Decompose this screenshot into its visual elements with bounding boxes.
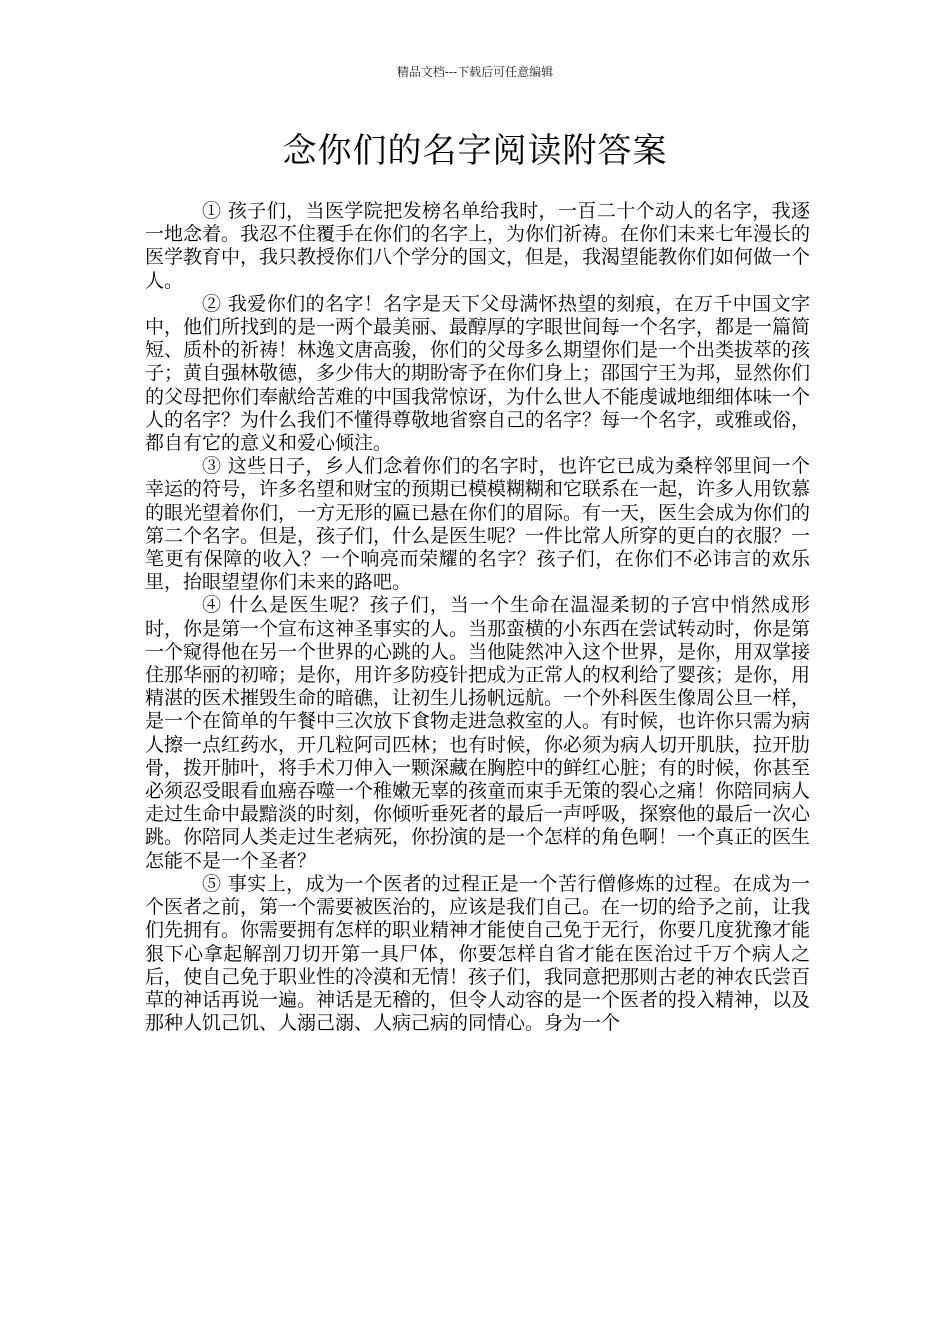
- paragraph-3: ③ 这些日子，乡人们念着你们的名字时，也许它已成为桑梓邻里间一个幸运的符号，许多名望和财宝的预期已模模糊糊和它联系在一起，许多人用钦慕的眼光望着你们，一方无形的匾已悬在你们的眉际。有一天，医生会成为你们的第二个名字。但是，孩子们，什么是医生呢？一件比常人所穿的更白的衣服？一笔更有保障的收入？一个响亮而荣耀的名字？孩子们，在你们不必讳言的欢乐里，抬眼望望你们未来的路吧。: [145, 455, 811, 594]
- paragraph-1: ① 孩子们，当医学院把发榜名单给我时，一百二十个动人的名字，我逐一地念着。我忍不住覆手在你们的名字上，为你们祈祷。在你们未来七年漫长的医学教育中，我只教授你们八个学分的国文，但是，我渴望能教你们如何做一个人。: [145, 200, 811, 292]
- page-header: 精品文档---下载后可任意编辑: [396, 65, 554, 79]
- paragraph-5: ⑤ 事实上，成为一个医者的过程正是一个苦行僧修炼的过程。在成为一个医者之前，第一个需要被医治的，应该是我们自己。在一切的给予之前，让我们先拥有。你需要拥有怎样的职业精神才能使自己免于无行，你要几度犹豫才能狠下心拿起解剖刀切开第一具尸体，你要怎样自省才能在医治过千万个病人之后，使自己免于职业性的冷漠和无情！孩子们，我同意把那则古老的神农氏尝百草的神话再说一遍。神话是无稽的，但令人动容的是一个医者的投入精神，以及那种人饥己饥、人溺己溺、人病己病的同情心。身为一个: [145, 872, 811, 1035]
- paragraph-2: ② 我爱你们的名字！名字是天下父母满怀热望的刻痕，在万千中国文字中，他们所找到的是一两个最美丽、最醇厚的字眼世间每一个名字，都是一篇简短、质朴的祈祷！林逸文唐高骏，你们的父母多么期望你们是一个出类拔萃的孩子；黄自强林敬德，多少伟大的期盼寄予在你们身上；邵国宁王为邦，显然你们的父母把你们奉献给苦难的中国我常惊讶，为什么世人不能虔诚地细细体味一个人的名字？为什么我们不懂得尊敬地省察自己的名字？每一个名字，或雅或俗，都自有它的意义和爱心倾注。: [145, 292, 811, 455]
- document-title: 念你们的名字阅读附答案: [282, 131, 668, 171]
- paragraph-4: ④ 什么是医生呢？孩子们，当一个生命在温湿柔韧的子宫中悄然成形时，你是第一个宣布这神圣事实的人。当那蛮横的小东西在尝试转动时，你是第一个窥得他在另一个世界的心跳的人。当他陡然冲入这个世界，是你，用双掌接住那华丽的初啼；是你，用许多防疫针把成为正常人的权利给了婴孩；是你，用精湛的医术摧毁生命的暗礁，让初生儿扬帆远航。一个外科医生像周公旦一样，是一个在简单的午餐中三次放下食物走进急救室的人。有时候，也许你只需为病人擦一点红药水，开几粒阿司匹林；也有时候，你必须为病人切开肌肤，拉开肋骨，拨开肺叶，将手术刀伸入一颗深藏在胸腔中的鲜红心脏；有的时候，你甚至必须忍受眼看血癌吞噬一个稚嫩无辜的孩童而束手无策的裂心之痛！你陪同病人走过生命中最黯淡的时刻，你倾听垂死者的最后一声呼吸，探察他的最后一次心跳。你陪同人类走过生老病死，你扮演的是一个怎样的角色啊！一个真正的医生怎能不是一个圣者？: [145, 594, 811, 872]
- document-body: [145, 200, 810, 1035]
